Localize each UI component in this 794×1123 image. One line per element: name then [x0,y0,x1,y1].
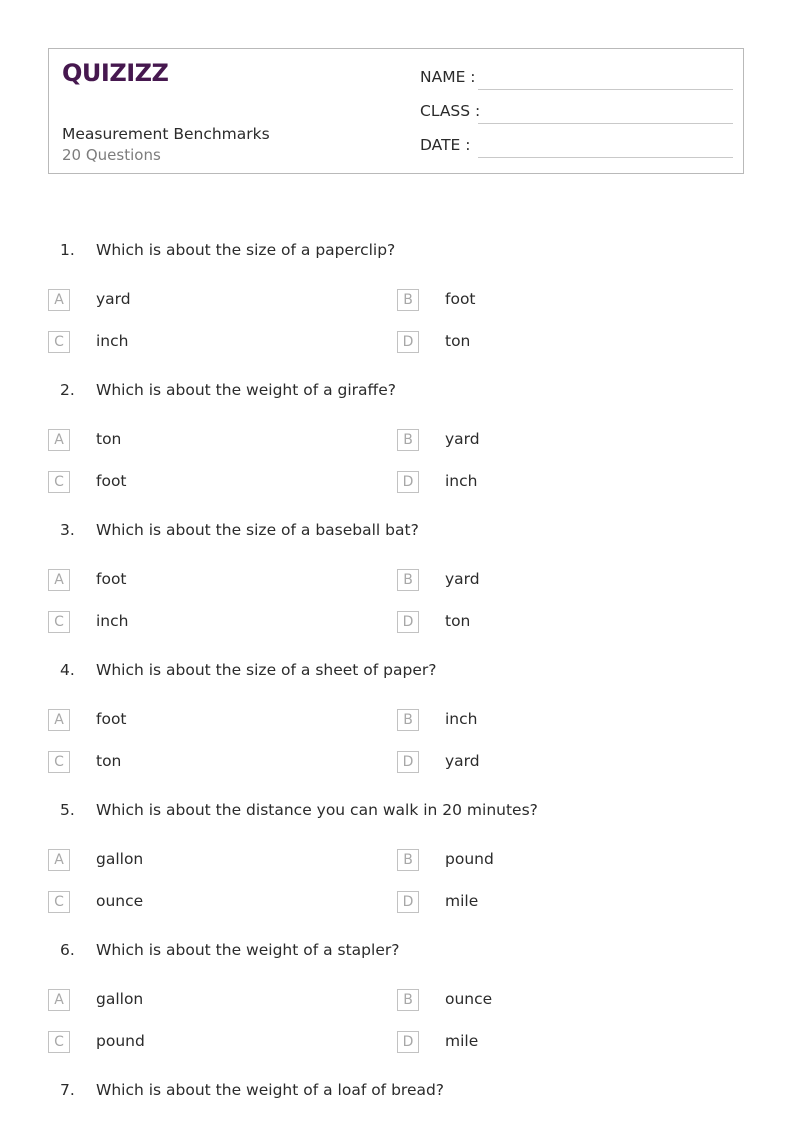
option-letter-box[interactable]: D [397,611,419,633]
date-label: DATE : [420,136,471,154]
option-text: yard [445,430,480,448]
option-text: pound [445,850,494,868]
question-text: Which is about the size of a baseball bat? [96,521,419,539]
option-text: yard [96,290,131,308]
option-letter-box[interactable]: A [48,709,70,731]
option-text: inch [445,710,478,728]
date-line[interactable] [478,157,733,158]
option-letter-box[interactable]: A [48,569,70,591]
question-count: 20 Questions [62,146,161,164]
option-text: yard [445,570,480,588]
worksheet-title: Measurement Benchmarks [62,125,270,143]
option-text: mile [445,892,479,910]
option-text: gallon [96,990,144,1008]
option-letter-box[interactable]: D [397,891,419,913]
option-text: gallon [96,850,144,868]
question-number: 1. [60,241,75,259]
option-letter-box[interactable]: B [397,709,419,731]
option-text: ton [96,430,122,448]
option-letter-box[interactable]: B [397,849,419,871]
option-text: foot [96,472,127,490]
class-line[interactable] [478,123,733,124]
name-line[interactable] [478,89,733,90]
question-number: 5. [60,801,75,819]
option-letter-box[interactable]: D [397,1031,419,1053]
option-letter-box[interactable]: B [397,569,419,591]
question-number: 7. [60,1081,75,1099]
option-letter-box[interactable]: A [48,289,70,311]
option-text: yard [445,752,480,770]
option-letter-box[interactable]: B [397,989,419,1011]
option-text: ton [96,752,122,770]
option-letter-box[interactable]: A [48,849,70,871]
option-letter-box[interactable]: C [48,611,70,633]
option-text: ounce [96,892,144,910]
question-text: Which is about the weight of a stapler? [96,941,400,959]
option-text: inch [445,472,478,490]
option-letter-box[interactable]: D [397,331,419,353]
question-text: Which is about the size of a sheet of paper? [96,661,437,679]
option-letter-box[interactable]: B [397,429,419,451]
question-text: Which is about the distance you can walk in 20 minutes? [96,801,538,819]
option-text: foot [445,290,476,308]
option-letter-box[interactable]: C [48,331,70,353]
option-text: pound [96,1032,145,1050]
question-text: Which is about the size of a paperclip? [96,241,396,259]
question-text: Which is about the weight of a giraffe? [96,381,396,399]
option-letter-box[interactable]: A [48,429,70,451]
option-text: mile [445,1032,479,1050]
worksheet-header [48,48,744,174]
question-number: 2. [60,381,75,399]
quizizz-logo: QUIZIZZ [62,59,169,87]
option-text: ounce [445,990,493,1008]
option-letter-box[interactable]: C [48,1031,70,1053]
class-label: CLASS : [420,102,481,120]
option-text: inch [96,332,129,350]
option-letter-box[interactable]: C [48,891,70,913]
option-text: ton [445,612,471,630]
option-letter-box[interactable]: D [397,751,419,773]
name-label: NAME : [420,68,476,86]
option-text: inch [96,612,129,630]
question-number: 4. [60,661,75,679]
option-letter-box[interactable]: C [48,751,70,773]
option-text: ton [445,332,471,350]
option-text: foot [96,710,127,728]
option-letter-box[interactable]: D [397,471,419,493]
option-letter-box[interactable]: A [48,989,70,1011]
question-number: 3. [60,521,75,539]
question-text: Which is about the weight of a loaf of bread? [96,1081,445,1099]
option-letter-box[interactable]: B [397,289,419,311]
option-letter-box[interactable]: C [48,471,70,493]
option-text: foot [96,570,127,588]
question-number: 6. [60,941,75,959]
